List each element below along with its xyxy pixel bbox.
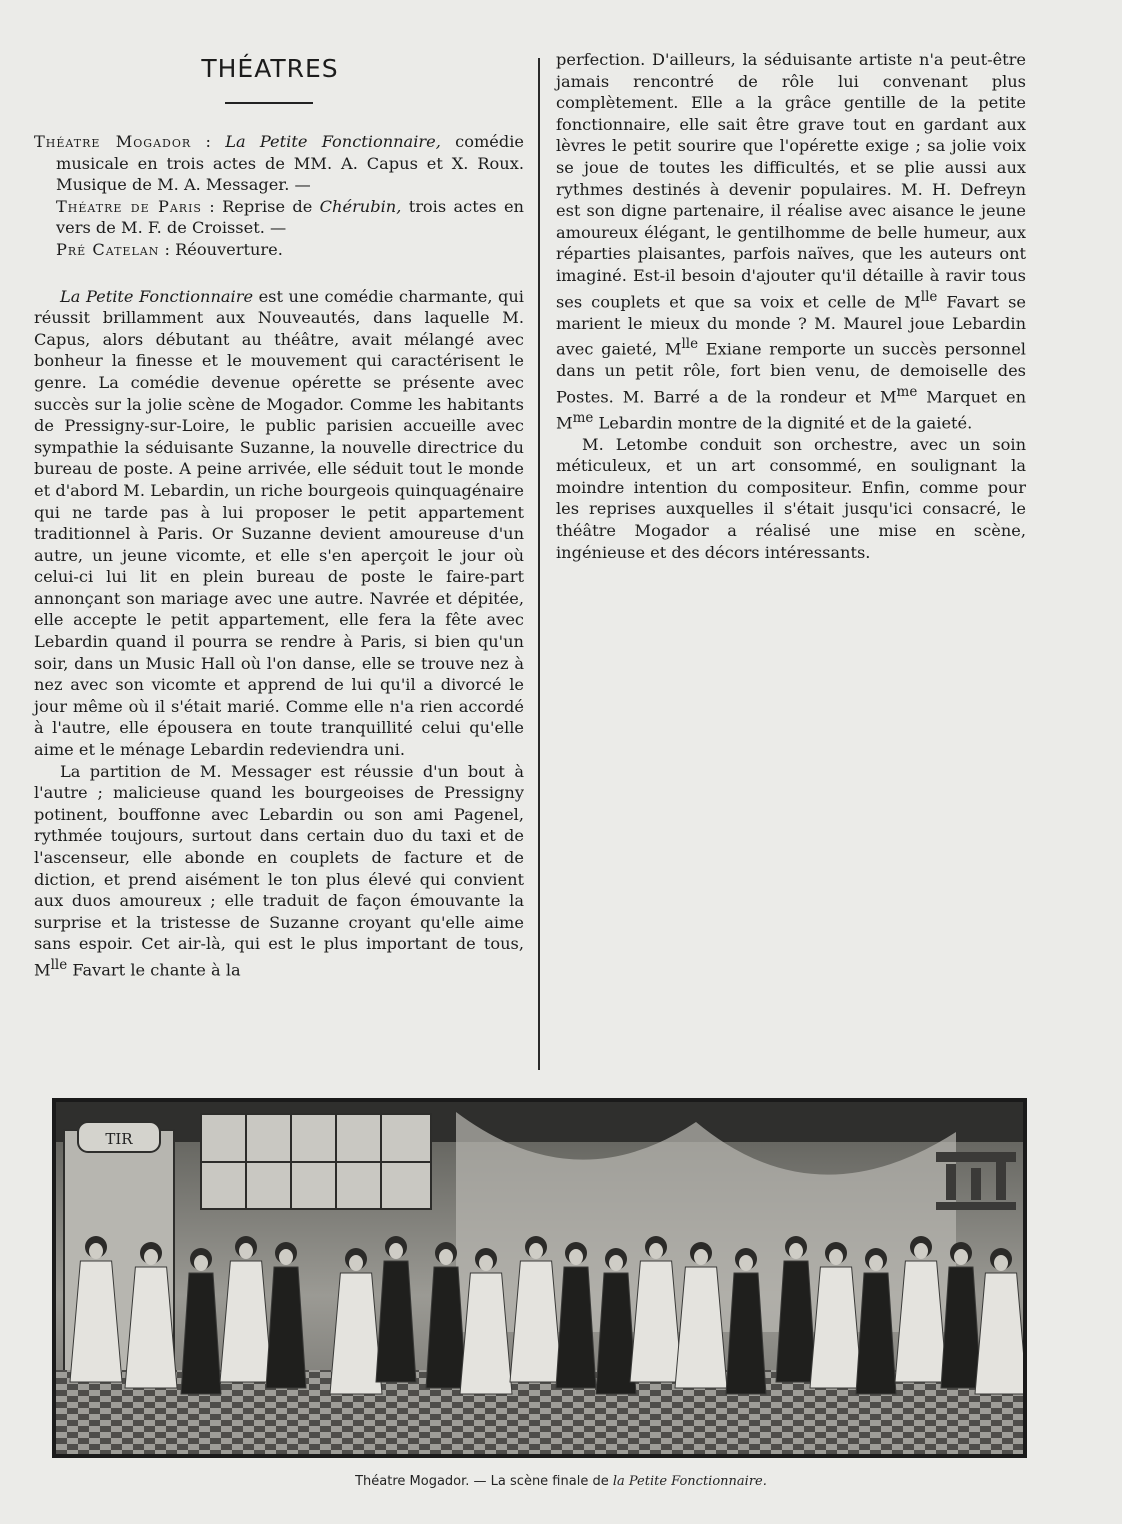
photo-caption <box>0 1474 1122 1489</box>
column-divider <box>538 58 540 1070</box>
program-summary <box>34 131 524 261</box>
article-paragraph-2 <box>34 761 524 981</box>
article-paragraph-3 <box>556 49 1026 434</box>
separator: : Reprise de <box>201 196 320 216</box>
summary-text-1: comédie musicale en trois actes de MM. A. Capus et X. Roux. Musique de M. A. Messager. — <box>56 132 525 195</box>
paragraph-text: Favart se marient le mieux du monde ? M. Maurel joue Lebardin avec gaieté, M <box>556 291 1026 359</box>
article-paragraph-1 <box>34 286 524 761</box>
summary-text-2: trois actes en vers de M. F. de Croisset. — <box>56 196 524 238</box>
summary-text-3: : Réouverture. <box>159 239 283 259</box>
paragraph-text: Lebardin montre de la dignité et de la gaieté. <box>593 413 973 433</box>
paragraph-text: Exiane remporte un succès personnel dans un petit rôle, fort bien venu, de demoiselle des Postes. M. Barré a de la rondeur et M <box>556 339 1026 407</box>
separator: : <box>191 132 226 151</box>
work-title-petite-fonctionnaire: La Petite Fonctionnaire, <box>225 132 441 151</box>
caption-text: Théatre Mogador. — La scène finale de <box>355 1474 613 1489</box>
paragraph-text: perfection. D'ailleurs, la séduisante artiste n'a peut-être jamais rencontré de rôle lui convenant plus complètement. Elle a la grâce gentille de la petite fonctionnaire, elle sait être grave tout en gardant aux lèvres le petit sourire que l'opérette exige ; sa jolie voix se joue de toutes les difficultés, et se plie aussi aux rythmes destinés à devenir populaires. M. H. Defreyn est son digne partenaire, il réalise avec aisance le jeune amoureux élégant, le gentilhomme de belle humeur, aux réparties plaisantes, parfois naïves, que les auteurs ont imaginé. Est-il besoin d'ajouter qu'il détaille à ravir tous ses couplets et que sa voix et celle de M <box>556 50 1026 311</box>
stage-photograph <box>52 1098 1027 1458</box>
honorific-superscript: lle <box>920 288 938 305</box>
venue-name-pre-catelan: Pré Catelan <box>56 239 160 259</box>
paragraph-text: M. Letombe conduit son orchestre, avec un soin méticuleux, et un art consommé, en soulignant la moindre intention du compositeur. Enfin, comme pour les reprises auxquelles il s'était jusqu'ici consacré, le théâtre Mogador a réalisé une mise en scène, ingénieuse et des décors intéressants. <box>556 434 1026 562</box>
paragraph-text: Favart le chante à la <box>67 960 241 980</box>
stage-backdrop-windows <box>201 1114 431 1209</box>
article-paragraph-4 <box>556 434 1026 564</box>
work-title-cherubin: Chérubin, <box>319 196 402 216</box>
caption-work-title: la Petite Fonctionnaire. <box>612 1474 767 1489</box>
title-underline <box>225 102 313 104</box>
theatre-name-paris: Théatre de Paris <box>56 196 202 216</box>
honorific-superscript: lle <box>50 956 68 973</box>
theatre-name-mogador: Théatre Mogador <box>34 132 192 151</box>
right-column <box>556 49 1026 563</box>
work-title-inline: La Petite Fonctionnaire <box>60 286 254 306</box>
paragraph-text: La partition de M. Messager est réussie d'un bout à l'autre ; malicieuse quand les bourgeoises de Pressigny potinent, bouffonne avec Lebardin ou son ami Pagenel, rythmée toujours, surtout dans certain duo du taxi et de l'ascenseur, elle abonde en couplets de facture et de diction, et prend aisément le ton plus élevé qui convient aux duos amoureux ; elle traduit de façon émouvante la surprise et la tristesse de Suzanne croyant qu'elle aime sans espoir. Cet air-là, qui est le plus important de tous, M <box>34 761 524 980</box>
booth-sign-text: TIR <box>105 1130 133 1148</box>
photo-illustration <box>56 1102 1023 1454</box>
paragraph-text: est une comédie charmante, qui réussit brillamment aux Nouveautés, dans laquelle M. Capus, alors débutant au théâtre, avait mélangé avec bonheur la finesse et le mouvement qui caractérisent le genre. La comédie devenue opérette se présente avec succès sur la jolie scène de Mogador. Comme les habitants de Pressigny-sur-Loire, le public parisien accueille avec sympathie la séduisante Suzanne, la nouvelle directrice du bureau de poste. A peine arrivée, elle séduit tout le monde et d'abord M. Lebardin, un riche bourgeois quinquagénaire qui ne tarde pas à lui proposer le petit appartement traditionnel à Paris. Or Suzanne devient amoureuse d'un autre, un jeune vicomte, et elle s'en aperçoit le jour où celui-ci lui lit en plein bureau de poste le faire-part annonçant son mariage avec une autre. Navrée et dépitée, elle accepte le petit appartement, elle fera la fête avec Lebardin quand il pourra se rendre à Paris, si bien qu'un soir, dans un Music Hall où l'on danse, elle se trouve nez à nez avec son vicomte et apprend de lui qu'il a divorcé le jour même où il s'était marié. Comme elle n'a rien accordé à l'autre, elle épousera en toute tranquillité celui qu'elle aime et le ménage Lebardin redeviendra uni. <box>34 286 524 760</box>
honorific-superscript: lle <box>681 336 699 353</box>
section-title: THÉATRES <box>201 54 339 83</box>
paragraph-text: Marquet en M <box>556 387 1026 433</box>
honorific-superscript: me <box>896 383 918 400</box>
honorific-superscript: me <box>572 409 594 426</box>
left-column <box>34 131 524 981</box>
